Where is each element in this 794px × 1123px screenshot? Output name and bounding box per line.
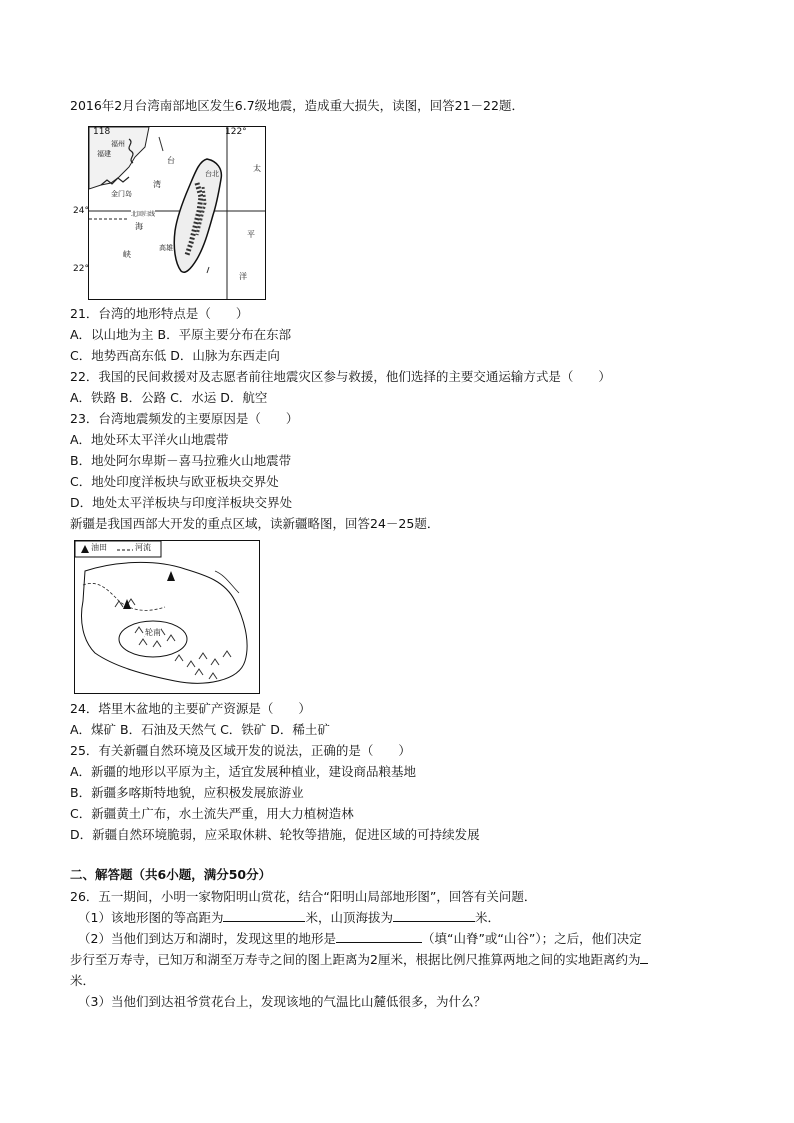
q25-option-c: C．新疆黄土广布，水土流失严重，用大力植树造林 (70, 806, 354, 821)
strait-label-1: 台 (167, 156, 175, 165)
q26-1-text-c: 米． (474, 910, 500, 925)
q26-2-text-d: 米． (70, 973, 96, 988)
q21-stem: 21．台湾的地形特点是（ ） (70, 306, 249, 321)
taibei-label: 台北 (205, 170, 219, 178)
lon-118-label: 118 (93, 127, 111, 137)
q26-stem: 26．五一期间，小明一家物阳明山赏花，结合“阳明山局部地形图”，回答有关问题． (70, 889, 537, 904)
q26-1-text-b: 米，山顶海拔为 (305, 910, 393, 925)
q26-2-text-b: （填“山脊”或“山谷”）；之后，他们决定 (421, 931, 642, 946)
q21-options-ab: A．以山地为主 B．平原主要分布在东部 (70, 327, 292, 342)
tropic-label: 北回归线 (131, 211, 156, 218)
summit-altitude-blank[interactable] (393, 909, 475, 922)
pacific-label-3: 洋 (239, 272, 247, 281)
fujian-label: 福建 (97, 150, 111, 158)
q23-option-d: D．地处太平洋板块与印度洋板块交界处 (70, 495, 293, 510)
q24-options: A．煤矿 B．石油及天然气 C．铁矿 D．稀土矿 (70, 722, 330, 737)
q26-1-text-a: （1）该地形图的等高距为 (78, 910, 224, 925)
lon-122-label: 122° (225, 127, 247, 137)
intro-xinjiang: 新疆是我国西部大开发的重点区域，读新疆略图，回答24－25题． (70, 516, 440, 531)
xinjiang-map-drawing (75, 541, 259, 693)
q21-options-cd: C．地势西高东低 D．山脉为东西走向 (70, 348, 280, 363)
pacific-label-1: 太 (253, 164, 261, 173)
q22-stem: 22．我国的民间救援对及志愿者前往地震灾区参与救援，他们选择的主要交通运输方式是（ ） (70, 369, 611, 384)
lunnan-label: 轮南 (145, 628, 161, 637)
xinjiang-map (74, 540, 260, 694)
q25-option-d: D．新疆自然环境脆弱，应采取休耕、轮牧等措施，促进区域的可持续发展 (70, 827, 480, 842)
q26-2-text-a: （2）当他们到达万和湖时，发现这里的地形是 (78, 931, 336, 946)
q23-stem: 23．台湾地震频发的主要原因是（ ） (70, 411, 299, 426)
jinmen-label: 金门岛 (111, 190, 132, 198)
q26-part2-cont (70, 951, 648, 969)
terrain-type-blank[interactable] (336, 930, 422, 943)
legend-oilfield-label: 油田 (91, 543, 107, 552)
strait-label-3: 海 (135, 222, 143, 231)
q22-options: A．铁路 B．公路 C．水运 D．航空 (70, 390, 268, 405)
q25-stem: 25．有关新疆自然环境及区域开发的说法，正确的是（ ） (70, 743, 411, 758)
q24-stem: 24．塔里木盆地的主要矿产资源是（ ） (70, 701, 311, 716)
taiwan-map (73, 126, 266, 300)
q23-option-b: B．地处阿尔卑斯－喜马拉雅火山地震带 (70, 453, 292, 468)
fuzhou-label: 福州 (111, 140, 125, 148)
q26-part3: （3）当他们到达祖爷赏花台上，发现该地的气温比山麓低很多，为什么？ (78, 994, 486, 1009)
actual-distance-blank[interactable] (640, 951, 648, 964)
lat-24-label: 24° (73, 206, 89, 216)
q26-2-text-c: 步行至万寿寺，已知万和湖至万寿寺之间的图上距离为2厘米，根据比例尺推算两地之间的实地距离约为 (70, 952, 641, 967)
gaoxiong-label: 高雄 (159, 244, 173, 252)
strait-label-2: 湾 (153, 180, 161, 189)
strait-label-4: 峡 (123, 250, 131, 259)
q23-option-a: A．地处环太平洋火山地震带 (70, 432, 229, 447)
q25-option-b: B．新疆多喀斯特地貌，应积极发展旅游业 (70, 785, 304, 800)
q26-part1 (78, 909, 500, 927)
legend-river-label: 河流 (135, 543, 151, 552)
q25-option-a: A．新疆的地形以平原为主，适宜发展种植业，建设商品粮基地 (70, 764, 417, 779)
pacific-label-2: 平 (247, 230, 255, 239)
q26-part2 (78, 930, 642, 948)
intro-taiwan: 2016年2月台湾南部地区发生6.7级地震，造成重大损失，读图，回答21－22题． (70, 98, 524, 113)
lat-22-label: 22° (73, 264, 89, 274)
section-heading: 二、解答题（共6小题，满分50分） (70, 867, 272, 882)
q23-option-c: C．地处印度洋板块与欧亚板块交界处 (70, 474, 279, 489)
contour-interval-blank[interactable] (223, 909, 305, 922)
